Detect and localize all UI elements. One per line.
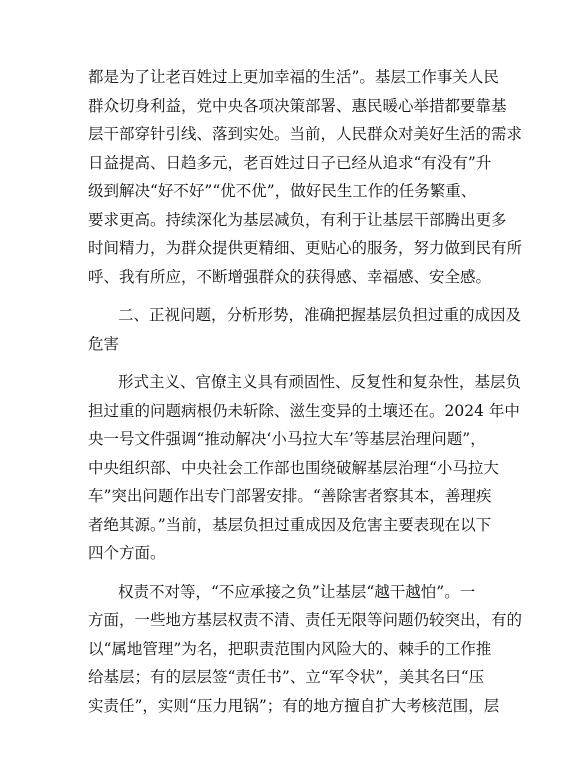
text-line: 者绝其源。”当前，基层负担过重成因及危害主要表现在以下 xyxy=(88,515,492,534)
text-line: 形式主义、官僚主义具有顽固性、反复性和复杂性，基层负 xyxy=(118,373,522,391)
heading-line: 危害 xyxy=(88,334,120,353)
text-line: 权责不对等，“不应承接之负”让基层“越干越怕”。一 xyxy=(118,582,476,601)
text-line: 日益提高、日趋多元，老百姓过日子已经从追求“有没有”升 xyxy=(88,153,492,172)
text-line: 担过重的问题病根仍未斩除、滋生变异的土壤还在。2024 年中 xyxy=(88,401,520,420)
text-line: 中央组织部、中央社会工作部也围绕破解基层治理“小马拉大 xyxy=(88,458,499,477)
text-line: 四个方面。 xyxy=(88,544,166,562)
text-line: 以“属地管理”为名，把职责范围内风险大的、棘手的工作推 xyxy=(88,639,492,658)
text-line: 方面，一些地方基层权责不清、责任无限等问题仍较突出，有的 xyxy=(88,611,523,629)
text-line: 车”突出问题作出专门部署安排。“善除害者察其本，善理疾 xyxy=(88,487,492,505)
text-line: 群众切身利益，党中央各项决策部署、惠民暖心举措都要靠基 xyxy=(88,96,507,115)
text-line: 呼、我有所应，不断增强群众的获得感、幸福感、安全感。 xyxy=(88,267,492,286)
document-body xyxy=(88,63,523,720)
text-line: 级到解决“好不好”“优不优”，做好民生工作的任务繁重、 xyxy=(88,182,477,200)
text-line: 要求更高。持续深化为基层减负，有利于让基层干部腾出更多 xyxy=(88,210,507,229)
paragraph-spacer xyxy=(88,568,498,578)
text-line: 时间精力，为群众提供更精细、更贴心的服务，努力做到民有所 xyxy=(88,239,523,257)
text-line: 都是为了让老百姓过上更加幸福的生活”。基层工作事关人民 xyxy=(88,68,499,86)
paragraph-2 xyxy=(88,368,522,568)
paragraph-3 xyxy=(88,578,523,721)
text-line: 央一号文件强调“推动解决‘小马拉大车’等基层治理问题”， xyxy=(88,430,486,448)
paragraph-1 xyxy=(88,63,523,291)
paragraph-spacer xyxy=(88,358,498,368)
text-line: 给基层；有的层层签“责任书”、立“军令状”，美其名曰“压 xyxy=(88,668,485,686)
text-line: 层干部穿针引线、落到实处。当前，人民群众对美好生活的需求 xyxy=(88,125,523,143)
paragraph-spacer xyxy=(88,291,498,301)
section-heading-2 xyxy=(88,301,522,358)
text-line: 实责任”，实则“压力甩锅”；有的地方擅自扩大考核范围，层 xyxy=(88,696,500,715)
heading-line: 二、正视问题，分析形势，准确把握基层负担过重的成因及 xyxy=(118,306,522,324)
